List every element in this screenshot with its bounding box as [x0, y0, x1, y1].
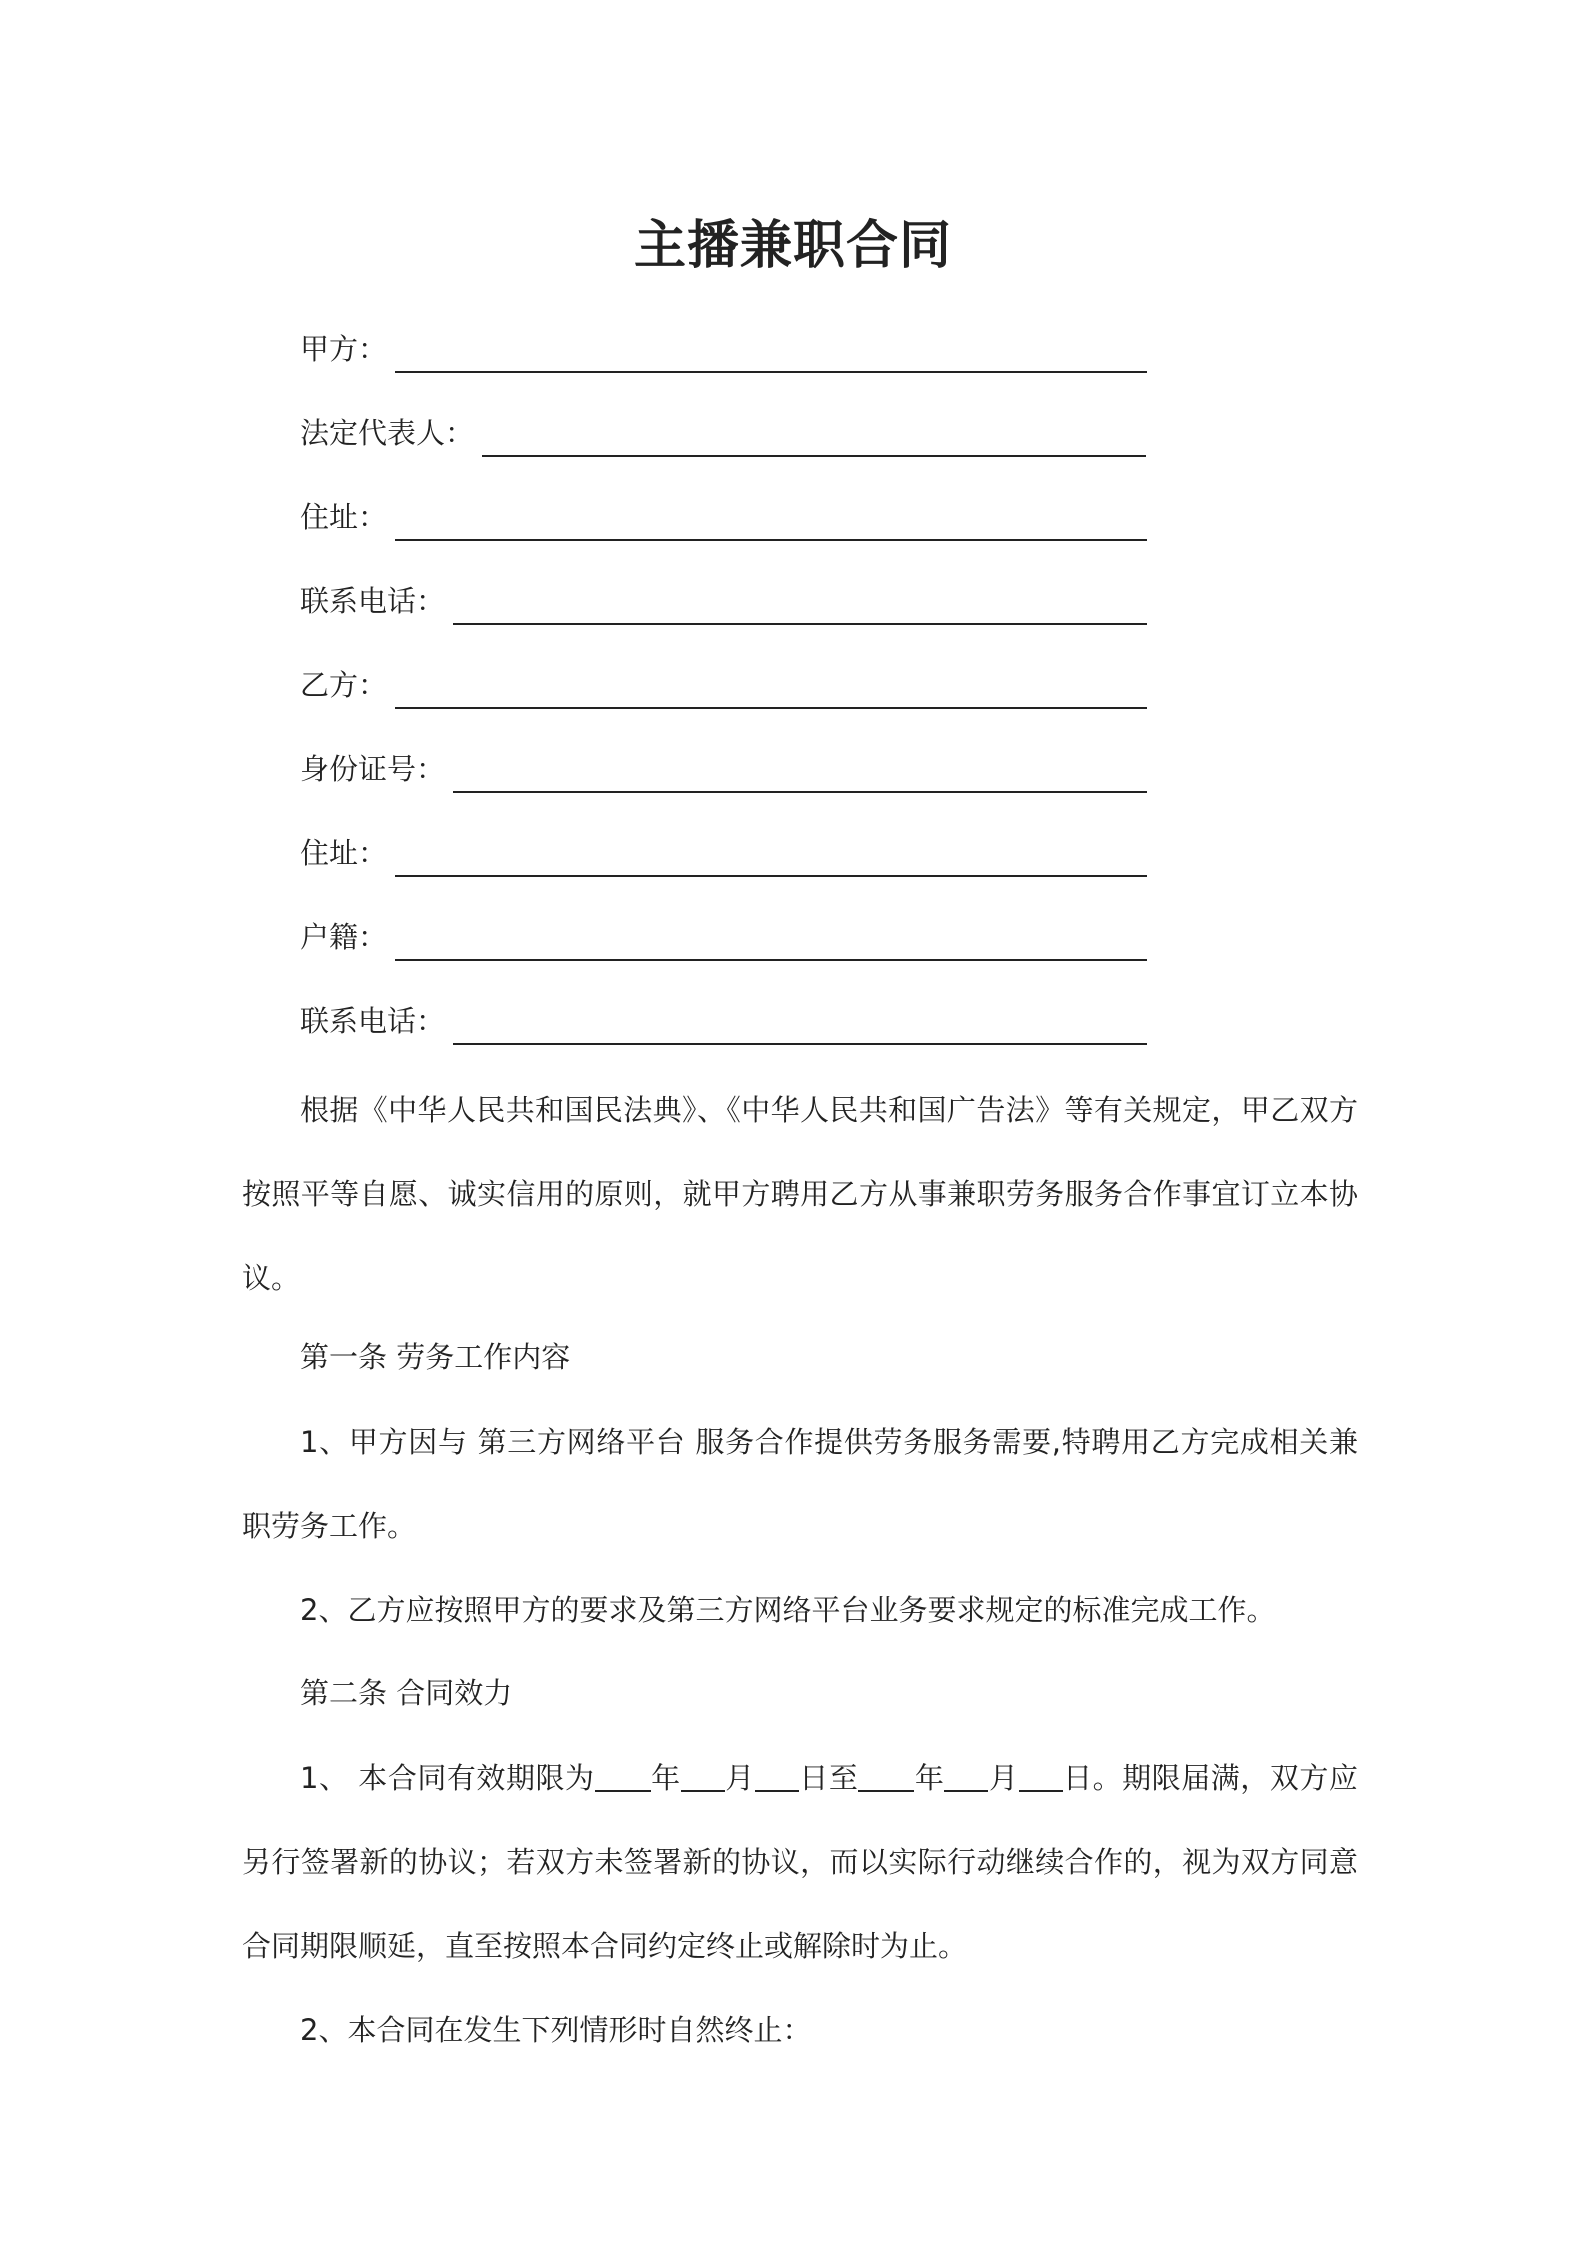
- year-label: 年: [650, 1761, 681, 1795]
- field-label: 户籍：: [300, 920, 388, 954]
- year-label: 年: [914, 1761, 945, 1795]
- field-party-b-phone: [300, 997, 1147, 1045]
- end-month-blank[interactable]: [944, 1760, 988, 1792]
- field-label: 联系电话：: [300, 584, 446, 618]
- field-label: 身份证号：: [300, 752, 446, 786]
- end-year-blank[interactable]: [858, 1760, 914, 1792]
- fill-line[interactable]: [395, 835, 1147, 877]
- fill-line[interactable]: [453, 1003, 1147, 1045]
- field-label: 联系电话：: [300, 1004, 446, 1038]
- article-1-heading: 第一条 劳务工作内容: [300, 1340, 571, 1374]
- document-title: 主播兼职合同: [633, 216, 952, 276]
- field-party-a: [300, 325, 1147, 373]
- fill-line[interactable]: [453, 751, 1147, 793]
- field-label: 乙方：: [300, 668, 388, 702]
- field-label: 甲方：: [300, 332, 388, 366]
- field-label: 住址：: [300, 836, 388, 870]
- term-text-prefix: 1、 本合同有效期限为: [300, 1761, 595, 1795]
- field-party-a-phone: [300, 577, 1147, 625]
- field-party-b-address: [300, 829, 1147, 877]
- start-month-blank[interactable]: [681, 1760, 725, 1792]
- month-label: 月: [988, 1761, 1019, 1795]
- fill-line[interactable]: [453, 583, 1147, 625]
- fill-line[interactable]: [482, 415, 1146, 457]
- field-label: 法定代表人：: [300, 416, 475, 450]
- month-label: 月: [724, 1761, 755, 1795]
- fill-line[interactable]: [395, 919, 1147, 961]
- end-day-blank[interactable]: [1019, 1760, 1063, 1792]
- article-2-item-1: [242, 1736, 1358, 1988]
- field-party-a-address: [300, 493, 1147, 541]
- intro-paragraph: 根据《中华人民共和国民法典》、《中华人民共和国广告法》等有关规定，甲乙双方按照平等自愿、诚实信用的原则，就甲方聘用乙方从事兼职劳务服务合作事宜订立本协议。: [242, 1093, 1358, 1295]
- field-id-number: [300, 745, 1147, 793]
- article-2-item-2: 2、本合同在发生下列情形时自然终止：: [300, 2013, 812, 2047]
- fill-line[interactable]: [395, 499, 1147, 541]
- article-2-heading: 第二条 合同效力: [300, 1676, 513, 1710]
- field-label: 住址：: [300, 500, 388, 534]
- article-1-item-1: 1、甲方因与 第三方网络平台 服务合作提供劳务服务需要,特聘用乙方完成相关兼职劳务工作。: [242, 1425, 1358, 1543]
- start-day-blank[interactable]: [755, 1760, 799, 1792]
- field-household-registration: [300, 913, 1147, 961]
- article-1-item-2: 2、乙方应按照甲方的要求及第三方网络平台业务要求规定的标准完成工作。: [300, 1593, 1276, 1627]
- start-year-blank[interactable]: [595, 1760, 651, 1792]
- term-text-suffix: 。期限届满，双方应另行签署新的协议；若双方未签署新的协议，而以实际行动继续合作的，视为双方同意合同期限顺延，直至按照本合同约定终止或解除时为止。: [242, 1761, 1358, 1963]
- fill-line[interactable]: [395, 667, 1147, 709]
- field-party-b: [300, 661, 1147, 709]
- day-label: 日: [1062, 1761, 1093, 1795]
- fill-line[interactable]: [395, 331, 1147, 373]
- day-to-label: 日至: [798, 1761, 859, 1795]
- field-legal-representative: [300, 409, 1146, 457]
